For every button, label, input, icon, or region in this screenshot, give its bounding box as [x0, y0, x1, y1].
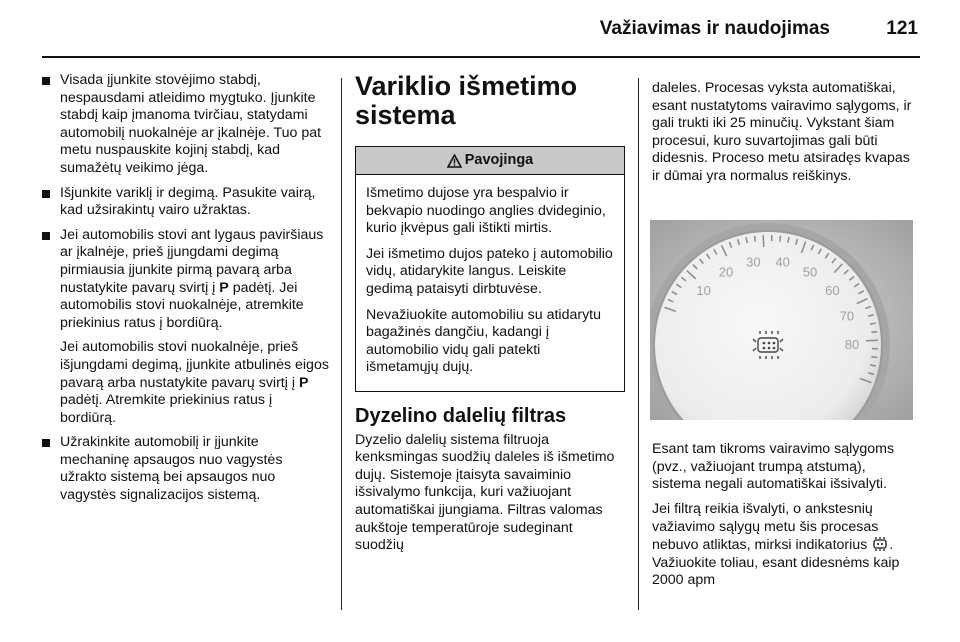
- gauge-label: 30: [746, 253, 761, 269]
- warning-box: [355, 146, 625, 392]
- column-1: [40, 72, 330, 512]
- subsection-heading: Dyzelino dalelių filtras: [355, 404, 567, 427]
- gauge-tick: [871, 331, 877, 332]
- gauge-label: 80: [844, 336, 860, 352]
- gauge-label: 50: [802, 263, 818, 279]
- warning-title: Pavojinga: [464, 151, 534, 168]
- column-3: [652, 80, 917, 597]
- list-item: Visada įjunkite stovėjimo stabdį, nespausdami atleidimo mygtuko. Įjunkite stabdį kaip įmanoma tvirčiau, statydami automobilį nuokalnėje ar įkalnėje. Tuo pat metu nuspauskite kojinį stabdį, kad sumažėtų veikimo jėga.: [40, 72, 330, 178]
- gauge-tick: [755, 235, 756, 241]
- header-divider: [42, 56, 920, 58]
- column-divider: [638, 78, 639, 610]
- column-2: [355, 72, 625, 562]
- gauge-tick: [780, 235, 781, 241]
- gauge-tick: [871, 356, 877, 357]
- warning-triangle-icon: [447, 154, 462, 168]
- gear-p-label: P: [219, 279, 229, 296]
- gauge-tick: [763, 235, 764, 247]
- warning-header: [356, 147, 624, 175]
- gauge-label: 70: [839, 307, 855, 323]
- body-paragraph: Jei filtrą reikia išvalyti, o ankstesnių važiavimo sąlygų metu šis procesas nebuvo atliktas, mirksi indikatorius . Važiuokite toliau, esant didesnėms kaip 2000 apm: [652, 500, 900, 589]
- gear-p-label: P: [298, 374, 309, 391]
- section-heading: Variklio išmetimo sistema: [355, 71, 578, 130]
- gauge-label: 20: [718, 263, 734, 279]
- gauge-label: 10: [696, 282, 711, 298]
- column-divider: [341, 78, 342, 610]
- body-paragraph: daleles. Procesas vyksta automatiškai, esant nustatytoms vairavimo sąlygoms, ir gali trukti iki 25 minučių. Vykstant šiam procesui, kuro suvartojimas gali būti didesnis. Proceso metu atsiradęs kvapas ir dūmai yra normalus reiškinys.: [652, 80, 912, 184]
- warning-body: Išmetimo dujose yra bespalvio ir bekvapio nuodingo anglies dvideginio, kurio įkvėpus gali ištikti mirtis. Jei išmetimo dujos pateko į automobilio vidų, atidarykite langus. Leiskite gedimą pataisyti dirbtuvėse. Nevažiuokite automobiliu su atidarytu bagažinės dangčiu, kadangi į automobilio vidų gali patekti išmetamųjų dujų.: [366, 185, 613, 376]
- list-item: Užrakinkite automobilį ir įjunkite mechaninę apsaugos nuo vagystės užrakto sistemą bei apsaugos nuo vagystės signalizacijos sistemą.: [40, 434, 330, 504]
- gauge-illustration: [650, 220, 913, 420]
- body-paragraph: Esant tam tikroms vairavimo sąlygoms (pvz., važiuojant trumpą atstumą), sistema negali automatiškai išsivalyti.: [652, 441, 895, 493]
- bullet-list: [40, 72, 330, 505]
- diesel-particle-filter-icon: [871, 536, 889, 552]
- page-number: 121: [886, 18, 918, 39]
- header-title: Važiavimas ir naudojimas: [599, 18, 830, 39]
- gauge-label: 40: [775, 253, 790, 269]
- list-item: Jei automobilis stovi ant lygaus paviršiaus ar įkalnėje, prieš įjungdami degimą pirmiausia įjunkite pirmą pavarą arba nustatykite pavarų svirtį į P padėtį. Jei automobilis stovi nuokalnėje, atremkite priekinius ratus į bordiūrą. Jei automobilis stovi nuokalnėje, prieš išjungdami degimą, įjunkite atbulinės eigos pavarą arba nustatykite pavarų svirtį į P padėtį. Atremkite priekinius ratus į bordiūrą.: [40, 227, 330, 428]
- gauge-label: 60: [825, 282, 840, 298]
- list-item: Išjunkite variklį ir degimą. Pasukite vairą, kad užsirakintų vairo užraktas.: [40, 185, 330, 220]
- gauge-tick: [866, 340, 878, 341]
- body-paragraph: Dyzelio dalelių sistema filtruoja kenksmingas suodžių daleles iš išmetimo dujų. Sistemoje įtaisyta savaiminio išsivalymo funkcija, kuri važiuojant automatiškai įjungiama. Filtras valomas aukštoje temperatūroje sudeginant suodžių: [355, 431, 615, 554]
